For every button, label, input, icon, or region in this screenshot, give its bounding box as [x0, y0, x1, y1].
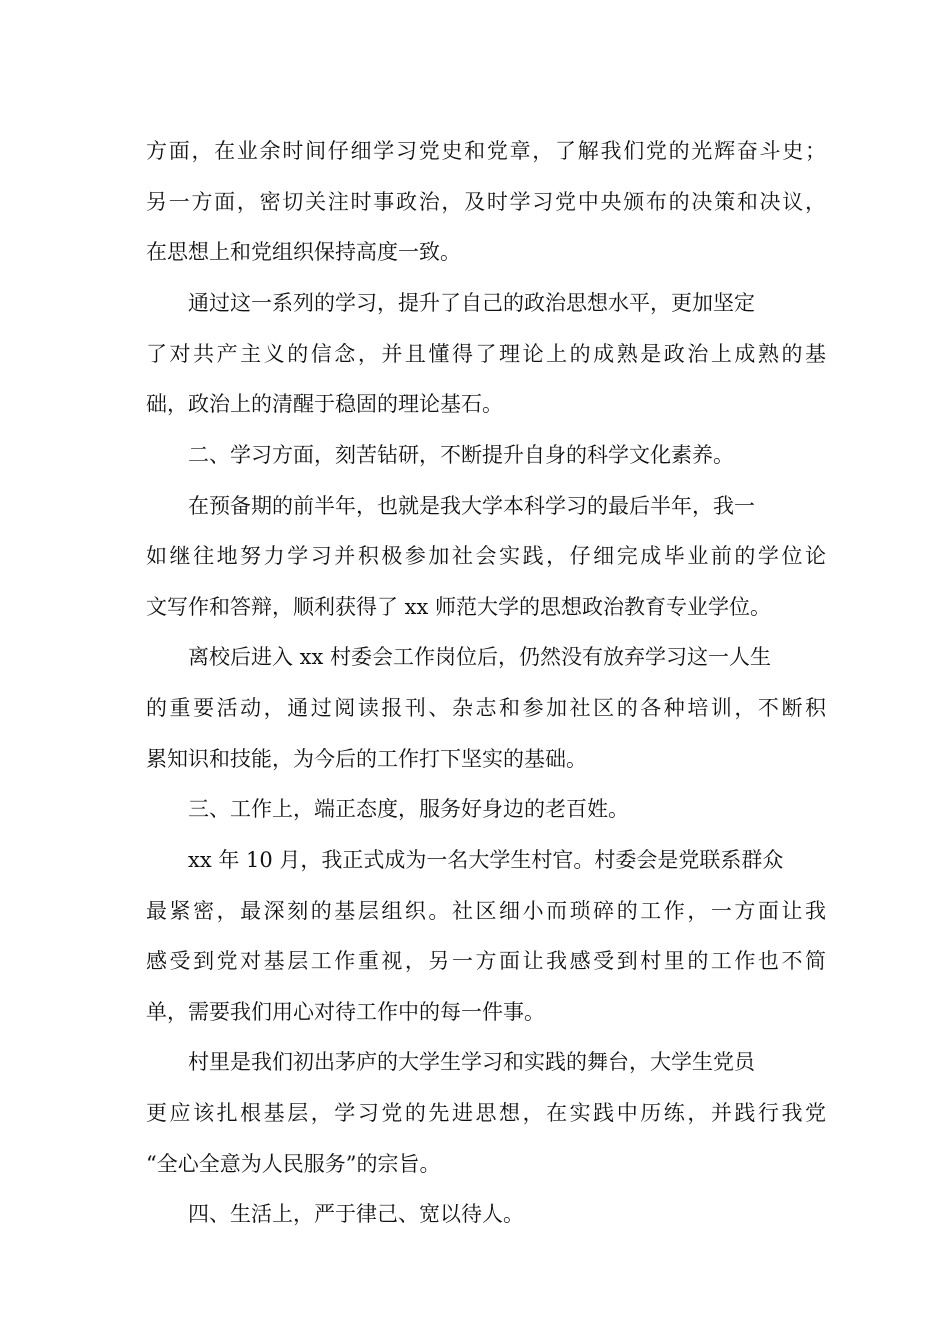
text-line: 单，需要我们用心对待工作中的每一件事。 [146, 1000, 545, 1024]
section-heading: 四、生活上，严于律己、宽以待人。 [188, 1202, 524, 1226]
section-heading: 二、学习方面，刻苦钻研，不断提升自身的科学文化素养。 [188, 443, 734, 467]
text-line: 另一方面，密切关注时事政治，及时学习党中央颁布的决策和决议， [146, 190, 826, 214]
text-line: 如继往地努力学习并积极参加社会实践，仔细完成毕业前的学位论 [146, 544, 826, 568]
text-line: 文写作和答辩，顺利获得了 xx 师范大学的思想政治教育专业学位。 [146, 595, 772, 619]
text-line: 累知识和技能，为今后的工作打下坚实的基础。 [146, 747, 587, 771]
paragraph-first-line: 通过这一系列的学习，提升了自己的政治思想水平，更加坚定 [188, 291, 755, 315]
text-line: 更应该扎根基层，学习党的先进思想，在实践中历练，并践行我党 [146, 1101, 826, 1125]
text-line: 础，政治上的清醒于稳固的理论基石。 [146, 392, 503, 416]
text-line: 最紧密，最深刻的基层组织。社区细小而琐碎的工作，一方面让我 [146, 899, 826, 923]
text-line: 的重要活动，通过阅读报刊、杂志和参加社区的各种培训，不断积 [146, 696, 826, 720]
paragraph-first-line: 在预备期的前半年，也就是我大学本科学习的最后半年，我一 [188, 494, 755, 518]
text-line: 了对共产主义的信念，并且懂得了理论上的成熟是政治上成熟的基 [146, 342, 826, 366]
paragraph-first-line: 离校后进入 xx 村委会工作岗位后，仍然没有放弃学习这一人生 [188, 645, 772, 669]
paragraph-first-line: xx 年 10 月，我正式成为一名大学生村官。村委会是党联系群众 [188, 848, 784, 872]
text-line: 感受到党对基层工作重视，另一方面让我感受到村里的工作也不简 [146, 949, 826, 973]
section-heading: 三、工作上，端正态度，服务好身边的老百姓。 [188, 797, 629, 821]
text-line: 方面，在业余时间仔细学习党史和党章，了解我们党的光辉奋斗史； [146, 139, 826, 163]
text-line: 在思想上和党组织保持高度一致。 [146, 240, 461, 264]
paragraph-first-line: 村里是我们初出茅庐的大学生学习和实践的舞台，大学生党员 [188, 1050, 755, 1074]
text-line: “全心全意为人民服务”的宗旨。 [146, 1152, 441, 1176]
